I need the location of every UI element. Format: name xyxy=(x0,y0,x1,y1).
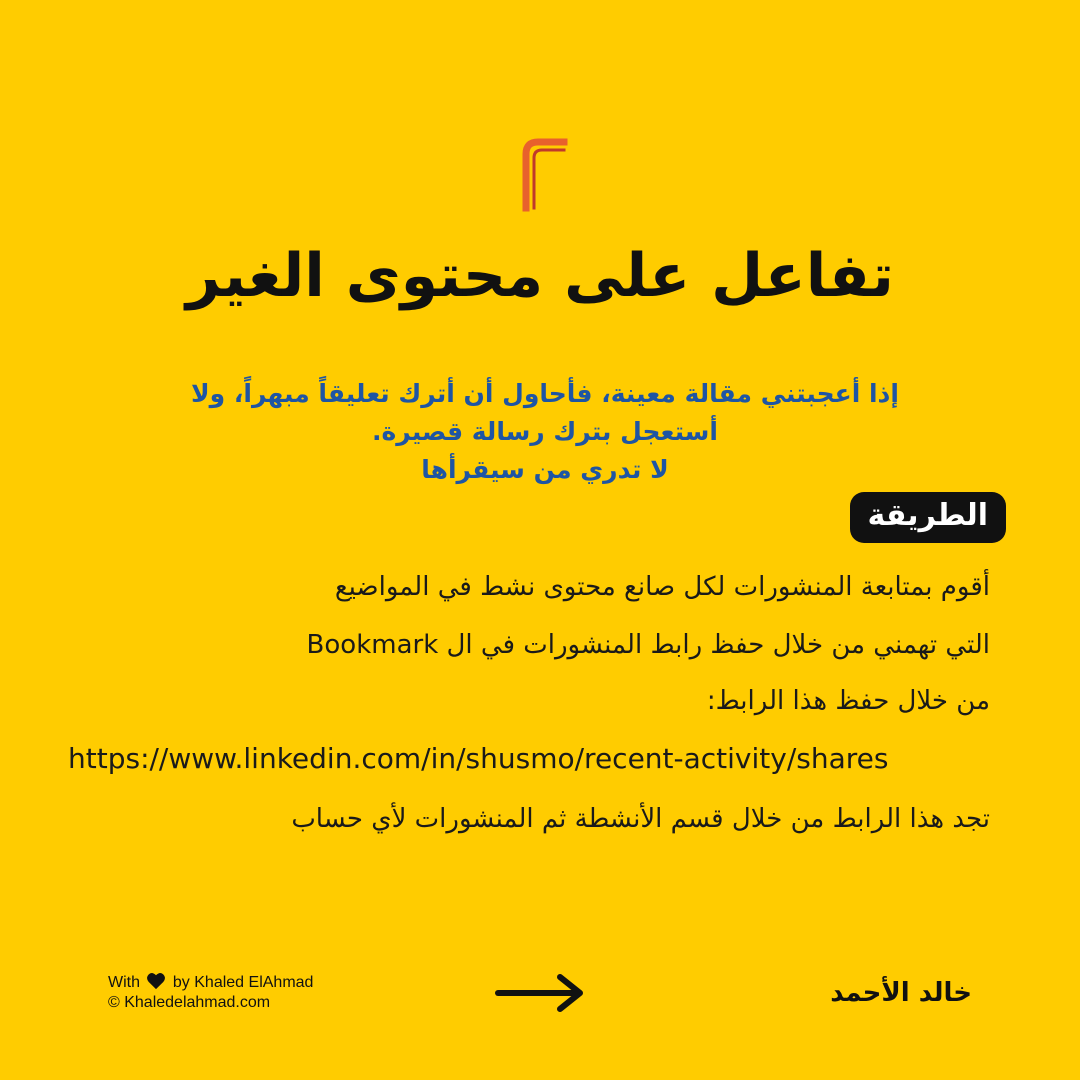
method-badge: الطريقة xyxy=(850,492,1006,543)
heart-icon xyxy=(146,972,166,990)
intro-line: أستعجل بترك رسالة قصيرة. xyxy=(372,417,718,446)
arabic-numeral-one-icon xyxy=(518,138,570,212)
method-line: من خلال حفظ هذا الرابط: xyxy=(706,686,990,716)
intro-text xyxy=(110,375,980,489)
arrow-right-icon[interactable] xyxy=(494,972,586,1014)
method-line: التي تهمني من خلال حفظ رابط المنشورات في ال Bookmark xyxy=(306,630,990,660)
intro-line: لا تدري من سيقرأها xyxy=(421,455,669,484)
credit-site: © Khaledelahmad.com xyxy=(108,994,271,1011)
activity-link[interactable]: https://www.linkedin.com/in/shusmo/recent-activity/shares xyxy=(68,742,889,775)
credit-with: With xyxy=(108,974,140,991)
author-name: خالد الأحمد xyxy=(830,978,972,1008)
page-title: تفاعل على محتوى الغير xyxy=(186,241,894,311)
method-note: تجد هذا الرابط من خلال قسم الأنشطة ثم المنشورات لأي حساب xyxy=(291,804,990,834)
footer-credit xyxy=(108,972,313,1013)
credit-line xyxy=(108,972,313,993)
intro-line: إذا أعجبتني مقالة معينة، فأحاول أن أترك تعليقاً مبهراً، ولا xyxy=(191,379,899,408)
method-line: أقوم بمتابعة المنشورات لكل صانع محتوى نشط في المواضيع xyxy=(334,572,990,602)
credit-by: by Khaled ElAhmad xyxy=(172,974,314,991)
